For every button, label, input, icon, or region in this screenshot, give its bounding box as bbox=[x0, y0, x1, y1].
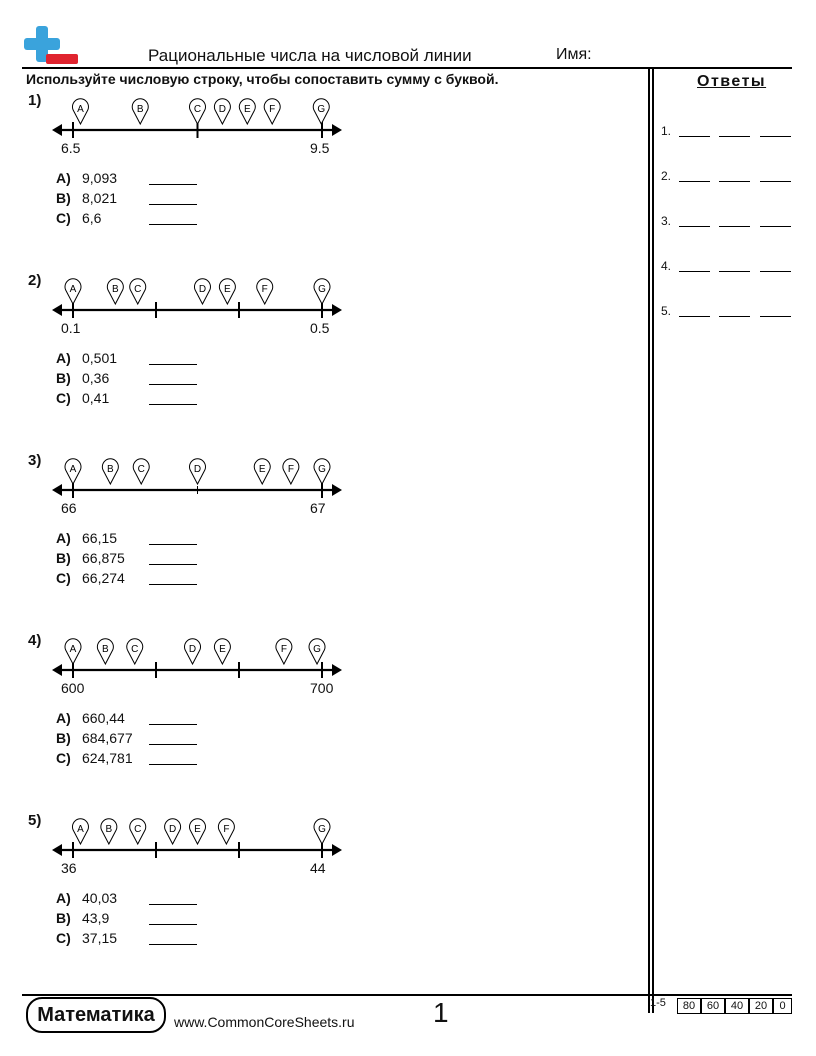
marker-letter: D bbox=[198, 284, 207, 295]
choice-answer-blank[interactable] bbox=[149, 204, 197, 205]
marker-pin-e bbox=[239, 99, 255, 124]
marker-letter: E bbox=[194, 824, 201, 835]
arrow-left-icon bbox=[52, 124, 62, 136]
marker-pin-d bbox=[185, 639, 201, 664]
axis-right-label: 67 bbox=[310, 500, 326, 516]
marker-letter: E bbox=[243, 104, 251, 115]
marker-letter: D bbox=[188, 644, 197, 655]
choice-row bbox=[56, 730, 236, 750]
choice-letter: A) bbox=[56, 350, 71, 366]
marker-letter: F bbox=[223, 824, 230, 835]
axis-right-label: 700 bbox=[310, 680, 334, 696]
marker-pin-f bbox=[257, 279, 273, 304]
marker-letter: C bbox=[131, 644, 139, 655]
answer-blank[interactable] bbox=[679, 316, 710, 317]
marker-letter: F bbox=[261, 284, 268, 295]
arrow-right-icon bbox=[332, 664, 342, 676]
axis-right-label: 44 bbox=[310, 860, 326, 876]
marker-pin-c bbox=[190, 99, 206, 124]
marker-letter: C bbox=[134, 284, 142, 295]
marker-pin-d bbox=[165, 819, 181, 844]
choice-answer-blank[interactable] bbox=[149, 184, 197, 185]
marker-letter: A bbox=[69, 644, 77, 655]
marker-letter: D bbox=[218, 104, 227, 115]
answer-column-divider-right bbox=[652, 67, 654, 1013]
choice-letter: C) bbox=[56, 750, 71, 766]
marker-pin-a bbox=[72, 99, 88, 124]
site-url[interactable]: www.CommonCoreSheets.ru bbox=[174, 1014, 355, 1030]
choice-row bbox=[56, 930, 236, 950]
marker-pin-g bbox=[314, 819, 330, 844]
marker-letter: B bbox=[105, 824, 113, 835]
choice-row bbox=[56, 350, 236, 370]
choice-letter: C) bbox=[56, 390, 71, 406]
marker-letter: G bbox=[317, 104, 326, 115]
marker-pin-e bbox=[254, 459, 270, 484]
choice-row bbox=[56, 170, 236, 190]
answer-blank[interactable] bbox=[760, 316, 791, 317]
marker-pin-c bbox=[130, 819, 146, 844]
marker-pin-e bbox=[190, 819, 206, 844]
marker-letter: G bbox=[318, 464, 326, 475]
header-divider bbox=[22, 67, 792, 69]
arrow-left-icon bbox=[52, 304, 62, 316]
choice-row bbox=[56, 530, 236, 550]
arrow-right-icon bbox=[332, 484, 342, 496]
choice-letter: C) bbox=[56, 570, 71, 586]
answer-blank[interactable] bbox=[760, 136, 791, 137]
choice-value: 40,03 bbox=[82, 890, 118, 906]
choice-answer-blank[interactable] bbox=[149, 224, 197, 225]
choice-answer-blank[interactable] bbox=[149, 744, 197, 745]
choice-answer-blank[interactable] bbox=[149, 544, 197, 545]
choice-letter: C) bbox=[56, 210, 71, 226]
marker-pin-e bbox=[214, 639, 230, 664]
choice-row bbox=[56, 190, 236, 210]
marker-pin-f bbox=[276, 639, 292, 664]
marker-pin-a bbox=[72, 819, 88, 844]
marker-letter: G bbox=[318, 824, 326, 835]
answer-row bbox=[661, 169, 796, 183]
name-label: Имя: bbox=[556, 46, 592, 63]
choice-answer-blank[interactable] bbox=[149, 364, 197, 365]
marker-letter: C bbox=[137, 464, 145, 475]
marker-pin-c bbox=[130, 279, 146, 304]
answer-blank[interactable] bbox=[719, 136, 750, 137]
marker-letter: A bbox=[77, 824, 84, 835]
choice-value: 43,9 bbox=[82, 910, 110, 926]
choice-letter: A) bbox=[56, 530, 71, 546]
marker-letter: A bbox=[69, 464, 77, 475]
marker-pin-b bbox=[132, 99, 148, 124]
choice-value: 0,501 bbox=[82, 350, 118, 366]
answer-blank[interactable] bbox=[760, 271, 791, 272]
axis-left-label: 36 bbox=[61, 860, 77, 876]
problem-number: 4) bbox=[28, 632, 42, 649]
choice-row bbox=[56, 710, 236, 730]
axis-left-label: 66 bbox=[61, 500, 77, 516]
choice-row bbox=[56, 370, 236, 390]
choice-answer-blank[interactable] bbox=[149, 924, 197, 925]
choice-row bbox=[56, 890, 236, 910]
number-line bbox=[50, 276, 350, 336]
choice-answer-blank[interactable] bbox=[149, 904, 197, 905]
arrow-left-icon bbox=[52, 844, 62, 856]
answer-row bbox=[661, 214, 796, 228]
marker-letter: D bbox=[168, 824, 177, 835]
number-line bbox=[50, 96, 350, 156]
marker-letter: A bbox=[77, 104, 84, 115]
choice-value: 0,41 bbox=[82, 390, 110, 406]
score-range-label: 1-5 bbox=[650, 997, 666, 1009]
choice-value: 684,677 bbox=[82, 730, 133, 746]
choice-value: 8,021 bbox=[82, 190, 118, 206]
choice-letter: B) bbox=[56, 550, 71, 566]
marker-pin-d bbox=[194, 279, 210, 304]
choice-row bbox=[56, 210, 236, 230]
score-box: 80 bbox=[677, 998, 701, 1014]
answer-row bbox=[661, 124, 796, 138]
axis-left-label: 0.1 bbox=[61, 320, 81, 336]
marker-letter: C bbox=[193, 104, 202, 115]
choice-letter: B) bbox=[56, 370, 71, 386]
brand-badge: Математика bbox=[26, 997, 166, 1033]
score-box: 40 bbox=[725, 998, 749, 1014]
score-box: 20 bbox=[749, 998, 773, 1014]
choice-letter: A) bbox=[56, 890, 71, 906]
marker-pin-g bbox=[313, 99, 329, 124]
problem-number: 3) bbox=[28, 452, 42, 469]
choice-value: 66,875 bbox=[82, 550, 125, 566]
choice-letter: B) bbox=[56, 910, 71, 926]
choice-row bbox=[56, 750, 236, 770]
axis-left-label: 600 bbox=[61, 680, 85, 696]
page-number: 1 bbox=[433, 997, 449, 1028]
arrow-right-icon bbox=[332, 844, 342, 856]
marker-pin-d bbox=[190, 459, 206, 484]
marker-pin-e bbox=[219, 279, 235, 304]
choice-row bbox=[56, 550, 236, 570]
answer-blank[interactable] bbox=[719, 181, 750, 182]
marker-letter: B bbox=[111, 284, 119, 295]
arrow-left-icon bbox=[52, 484, 62, 496]
marker-pin-g bbox=[309, 639, 325, 664]
answer-row-label: 4. bbox=[661, 259, 672, 273]
answer-row-label: 3. bbox=[661, 214, 672, 228]
choice-letter: A) bbox=[56, 710, 71, 726]
choice-value: 66,274 bbox=[82, 570, 125, 586]
choice-value: 66,15 bbox=[82, 530, 118, 546]
marker-pin-f bbox=[218, 819, 234, 844]
choice-value: 6,6 bbox=[82, 210, 102, 226]
score-box: 60 bbox=[701, 998, 725, 1014]
choice-answer-blank[interactable] bbox=[149, 384, 197, 385]
problem-number: 5) bbox=[28, 812, 42, 829]
marker-letter: G bbox=[318, 284, 326, 295]
choice-answer-blank[interactable] bbox=[149, 724, 197, 725]
marker-pin-b bbox=[97, 639, 113, 664]
marker-letter: D bbox=[193, 464, 202, 475]
answer-blank[interactable] bbox=[760, 181, 791, 182]
marker-letter: E bbox=[219, 644, 226, 655]
choice-letter: B) bbox=[56, 730, 71, 746]
marker-pin-f bbox=[283, 459, 299, 484]
answer-row bbox=[661, 304, 796, 318]
marker-pin-f bbox=[264, 99, 280, 124]
choice-letter: B) bbox=[56, 190, 71, 206]
answer-blank[interactable] bbox=[760, 226, 791, 227]
number-line bbox=[50, 636, 350, 696]
answer-column-divider-left bbox=[648, 67, 650, 1013]
marker-letter: C bbox=[134, 824, 142, 835]
marker-letter: A bbox=[69, 284, 77, 295]
axis-right-label: 0.5 bbox=[310, 320, 330, 336]
choice-answer-blank[interactable] bbox=[149, 944, 197, 945]
choice-answer-blank[interactable] bbox=[149, 584, 197, 585]
marker-letter: F bbox=[280, 644, 287, 655]
marker-pin-c bbox=[133, 459, 149, 484]
logo-icon bbox=[22, 24, 80, 68]
choice-value: 660,44 bbox=[82, 710, 125, 726]
axis-right-label: 9.5 bbox=[310, 140, 330, 156]
number-line bbox=[50, 456, 350, 516]
choice-row bbox=[56, 570, 236, 590]
problem-number: 2) bbox=[28, 272, 42, 289]
choice-value: 37,15 bbox=[82, 930, 118, 946]
answer-row-label: 1. bbox=[661, 124, 672, 138]
answer-blank[interactable] bbox=[679, 271, 710, 272]
problem-number: 1) bbox=[28, 92, 42, 109]
marker-letter: E bbox=[224, 284, 231, 295]
choice-letter: C) bbox=[56, 930, 71, 946]
marker-pin-b bbox=[101, 819, 117, 844]
choice-answer-blank[interactable] bbox=[149, 404, 197, 405]
footer-divider bbox=[22, 994, 792, 996]
choice-row bbox=[56, 390, 236, 410]
arrow-right-icon bbox=[332, 304, 342, 316]
marker-letter: B bbox=[136, 104, 144, 115]
choice-value: 9,093 bbox=[82, 170, 118, 186]
marker-pin-g bbox=[314, 459, 330, 484]
marker-letter: B bbox=[102, 644, 109, 655]
number-line bbox=[50, 816, 350, 876]
marker-pin-a bbox=[65, 459, 81, 484]
arrow-left-icon bbox=[52, 664, 62, 676]
answer-row bbox=[661, 259, 796, 273]
answer-blank[interactable] bbox=[719, 316, 750, 317]
answer-blank[interactable] bbox=[679, 136, 710, 137]
answer-row-label: 5. bbox=[661, 304, 672, 318]
marker-pin-d bbox=[214, 99, 230, 124]
answer-blank[interactable] bbox=[679, 181, 710, 182]
answer-blank[interactable] bbox=[679, 226, 710, 227]
score-box: 0 bbox=[773, 998, 792, 1014]
choice-value: 624,781 bbox=[82, 750, 133, 766]
arrow-right-icon bbox=[332, 124, 342, 136]
marker-pin-b bbox=[107, 279, 123, 304]
marker-letter: F bbox=[269, 104, 276, 115]
worksheet-title: Рациональные числа на числовой линии bbox=[148, 46, 472, 65]
choice-letter: A) bbox=[56, 170, 71, 186]
choice-value: 0,36 bbox=[82, 370, 110, 386]
marker-letter: B bbox=[107, 464, 114, 475]
answer-blank[interactable] bbox=[719, 226, 750, 227]
marker-letter: G bbox=[313, 644, 321, 655]
marker-pin-a bbox=[65, 279, 81, 304]
choice-answer-blank[interactable] bbox=[149, 764, 197, 765]
choice-row bbox=[56, 910, 236, 930]
marker-pin-g bbox=[314, 279, 330, 304]
choice-answer-blank[interactable] bbox=[149, 564, 197, 565]
answer-row-label: 2. bbox=[661, 169, 672, 183]
marker-pin-a bbox=[65, 639, 81, 664]
marker-pin-b bbox=[102, 459, 118, 484]
marker-pin-c bbox=[127, 639, 143, 664]
instructions: Используйте числовую строку, чтобы сопоставить сумму с буквой. bbox=[26, 71, 499, 87]
answer-blank[interactable] bbox=[719, 271, 750, 272]
axis-left-label: 6.5 bbox=[61, 140, 81, 156]
answers-title: Ответы bbox=[697, 73, 767, 90]
marker-letter: E bbox=[258, 464, 266, 475]
marker-letter: F bbox=[287, 464, 294, 475]
